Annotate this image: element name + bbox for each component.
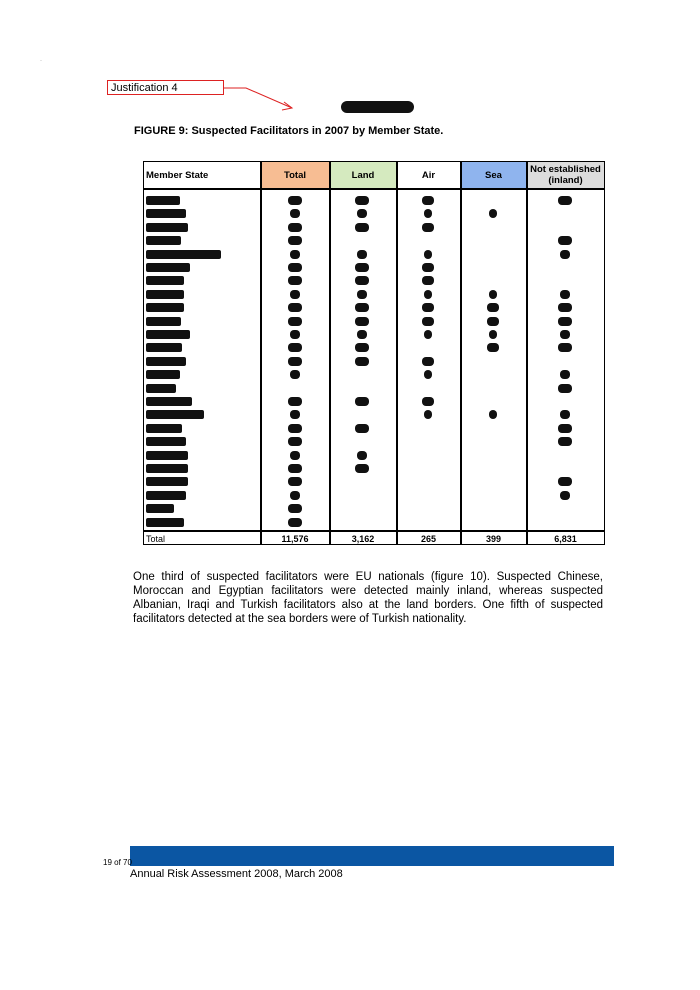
redacted-value — [288, 504, 302, 513]
redacted-value — [288, 263, 302, 272]
redacted-value — [355, 397, 369, 406]
justification-label: Justification 4 — [111, 82, 178, 94]
redacted-member-state — [146, 477, 188, 486]
redacted-value — [487, 343, 499, 352]
header-divider — [144, 188, 604, 190]
redacted-member-state — [146, 397, 192, 406]
redacted-value — [355, 223, 369, 232]
redacted-value — [558, 196, 572, 205]
redacted-member-state — [146, 290, 184, 299]
sea-value: 399 — [485, 533, 502, 544]
redacted-value — [290, 370, 300, 379]
redacted-value — [355, 357, 369, 366]
redacted-value — [288, 303, 302, 312]
redacted-value — [290, 451, 300, 460]
redacted-value — [560, 330, 570, 339]
col-divider — [396, 162, 398, 544]
redacted-value — [422, 276, 434, 285]
col-divider — [460, 162, 462, 544]
header-sea: Sea — [461, 162, 526, 188]
footer-line — [130, 864, 614, 866]
redacted-value — [558, 317, 572, 326]
redacted-member-state — [146, 464, 188, 473]
redacted-member-state — [146, 504, 174, 513]
redacted-value — [288, 317, 302, 326]
redacted-value — [355, 464, 369, 473]
air-value: 265 — [420, 533, 437, 544]
redacted-member-state — [146, 437, 186, 446]
redacted-value — [290, 290, 300, 299]
justification-box — [107, 80, 224, 95]
redacted-value — [288, 343, 302, 352]
redacted-value — [290, 209, 300, 218]
redacted-value — [290, 330, 300, 339]
redacted-member-state — [146, 451, 188, 460]
redacted-value — [288, 223, 302, 232]
col-divider — [329, 162, 331, 544]
redacted-member-state — [146, 209, 186, 218]
redacted-value — [558, 477, 572, 486]
redacted-value — [288, 397, 302, 406]
page-number: 19 of 70 — [103, 858, 132, 867]
redacted-value — [424, 209, 432, 218]
redacted-member-state — [146, 303, 184, 312]
redacted-member-state — [146, 196, 180, 205]
redacted-member-state — [146, 410, 204, 419]
redacted-value — [422, 303, 434, 312]
header-member-state: Member State — [146, 169, 209, 181]
redacted-value — [357, 451, 367, 460]
redacted-value — [355, 424, 369, 433]
redacted-value — [558, 384, 572, 393]
redacted-member-state — [146, 384, 176, 393]
redacted-value — [424, 410, 432, 419]
redacted-member-state — [146, 317, 181, 326]
redacted-value — [422, 223, 434, 232]
redacted-member-state — [146, 236, 181, 245]
redacted-value — [355, 276, 369, 285]
redacted-value — [355, 196, 369, 205]
redacted-value — [422, 397, 434, 406]
redacted-value — [560, 491, 570, 500]
redacted-value — [355, 263, 369, 272]
redacted-member-state — [146, 370, 180, 379]
footer-bar — [130, 846, 614, 864]
redacted-member-state — [146, 223, 188, 232]
redacted-value — [290, 410, 300, 419]
redacted-value — [424, 250, 432, 259]
redacted-value — [560, 290, 570, 299]
redacted-value — [424, 330, 432, 339]
redacted-value — [357, 330, 367, 339]
pointer-arrow-icon — [224, 84, 296, 114]
redacted-value — [290, 250, 300, 259]
footer-title: Annual Risk Assessment 2008, March 2008 — [130, 868, 343, 880]
redacted-value — [288, 276, 302, 285]
redaction-bar — [341, 101, 414, 113]
redacted-value — [424, 370, 432, 379]
not-established-value: 6,831 — [554, 533, 577, 544]
redacted-value — [558, 236, 572, 245]
redacted-value — [558, 424, 572, 433]
redacted-value — [560, 370, 570, 379]
redacted-value — [355, 303, 369, 312]
facilitators-table — [143, 161, 605, 545]
redacted-value — [422, 357, 434, 366]
redacted-value — [288, 477, 302, 486]
redacted-value — [558, 437, 572, 446]
redacted-value — [560, 250, 570, 259]
redacted-member-state — [146, 518, 184, 527]
redacted-value — [288, 518, 302, 527]
redacted-value — [558, 343, 572, 352]
redacted-member-state — [146, 263, 190, 272]
redacted-member-state — [146, 357, 186, 366]
redacted-member-state — [146, 424, 182, 433]
redacted-value — [422, 317, 434, 326]
header-total: Total — [261, 162, 329, 188]
redacted-member-state — [146, 330, 190, 339]
redacted-member-state — [146, 491, 186, 500]
redacted-value — [422, 263, 434, 272]
redacted-value — [558, 303, 572, 312]
redacted-value — [357, 250, 367, 259]
col-divider — [260, 162, 262, 544]
redacted-value — [422, 196, 434, 205]
total-row-label: Total — [146, 533, 166, 544]
redacted-member-state — [146, 250, 221, 259]
total-value: 11,576 — [281, 533, 309, 544]
body-paragraph: One third of suspected facilitators were EU nationals (figure 10). Suspected Chinese, Moroccan and Egyptian facilitators were detected mainly inland, whereas suspected Albanian, Iraqi and Turkish facilitators also at the land borders. One fifth of suspected facilitators detected at the sea borders were of Turkish nationality. — [133, 571, 603, 625]
redacted-value — [487, 317, 499, 326]
redacted-value — [489, 209, 497, 218]
redacted-value — [288, 437, 302, 446]
redacted-value — [288, 196, 302, 205]
redacted-value — [424, 290, 432, 299]
redacted-member-state — [146, 343, 182, 352]
redacted-value — [288, 464, 302, 473]
redacted-value — [355, 343, 369, 352]
redacted-value — [487, 303, 499, 312]
redacted-value — [288, 236, 302, 245]
redacted-value — [288, 357, 302, 366]
scan-speck: · — [40, 58, 42, 64]
redacted-value — [560, 410, 570, 419]
land-value: 3,162 — [351, 533, 375, 544]
redacted-value — [288, 424, 302, 433]
redacted-value — [489, 410, 497, 419]
redacted-value — [357, 209, 367, 218]
redacted-value — [489, 330, 497, 339]
redacted-member-state — [146, 276, 184, 285]
figure-title: FIGURE 9: Suspected Facilitators in 2007 by Member State. — [134, 125, 444, 137]
col-divider — [526, 162, 528, 544]
redacted-value — [355, 317, 369, 326]
header-not-established: Not established (inland) — [527, 162, 604, 188]
header-land: Land — [330, 162, 396, 188]
redacted-value — [357, 290, 367, 299]
header-air: Air — [421, 169, 436, 181]
redacted-value — [489, 290, 497, 299]
redacted-value — [290, 491, 300, 500]
